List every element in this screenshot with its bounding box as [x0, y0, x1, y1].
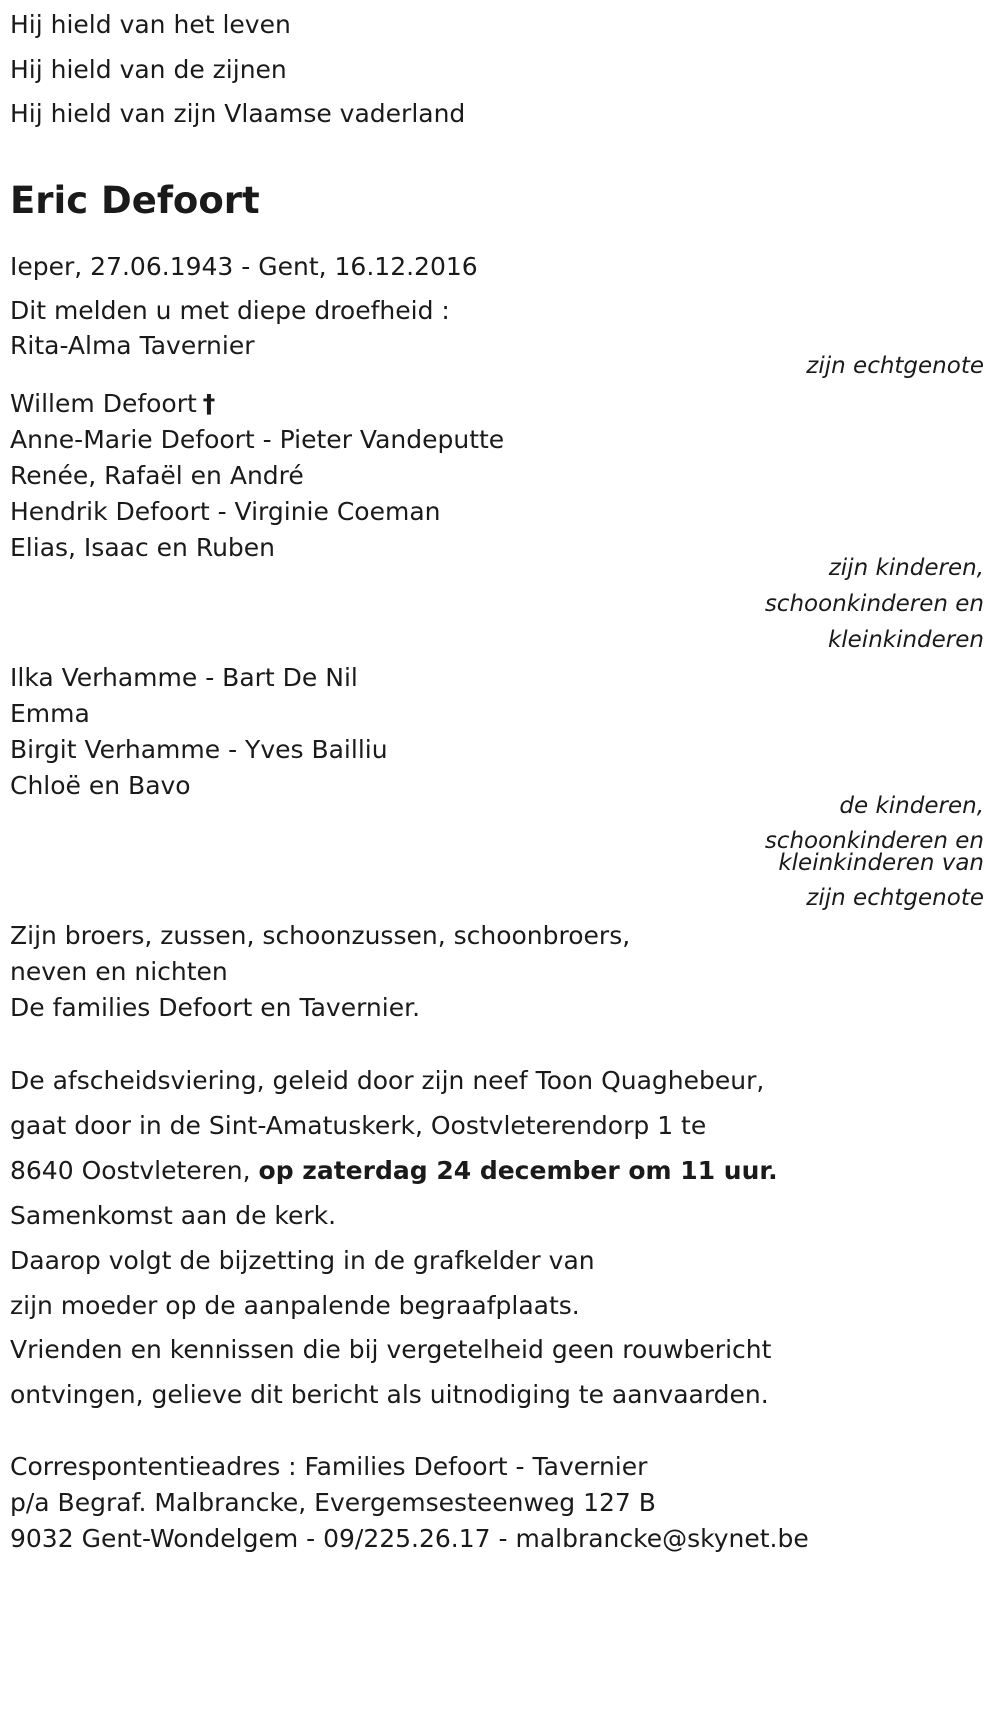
spouse-child-line: Ilka Verhamme - Bart De Nil [10, 663, 358, 692]
spouse-role: zijn echtgenote [806, 353, 984, 379]
relatives-line-2: neven en nichten [10, 957, 228, 986]
announcement: Dit melden u met diepe droefheid : [10, 296, 450, 325]
children-role-2: schoonkinderen en [764, 591, 984, 617]
correspondence-line-3: 9032 Gent-Wondelgem - 09/225.26.17 - malbrancke@skynet.be [10, 1524, 809, 1553]
ceremony-line-7: Vrienden en kennissen die bij vergetelheid geen rouwbericht [10, 1335, 772, 1364]
spouse-child-line: Birgit Verhamme - Yves Bailliu [10, 735, 388, 764]
ceremony-line-1: De afscheidsviering, geleid door zijn neef Toon Quaghebeur, [10, 1066, 765, 1095]
spouse-children-role-4: zijn echtgenote [806, 885, 984, 911]
ceremony-location: 8640 Oostvleteren, [10, 1156, 259, 1185]
child-line: Hendrik Defoort - Virginie Coeman [10, 497, 441, 526]
ceremony-line-8: ontvingen, gelieve dit bericht als uitnodiging te aanvaarden. [10, 1380, 769, 1409]
correspondence-line-2: p/a Begraf. Malbrancke, Evergemsesteenweg 127 B [10, 1488, 656, 1517]
correspondence-line-1: Correspontentieadres : Families Defoort - Tavernier [10, 1452, 648, 1481]
ceremony-line-2: gaat door in de Sint-Amatuskerk, Oostvleterendorp 1 te [10, 1111, 707, 1140]
children-role-1: zijn kinderen, [828, 555, 984, 581]
spouse-children-role-1: de kinderen, [839, 793, 984, 819]
child-line: Anne-Marie Defoort - Pieter Vandeputte [10, 425, 505, 454]
spouse-child-line: Emma [10, 699, 90, 728]
ceremony-line-3 [10, 1158, 778, 1183]
dates: Ieper, 27.06.1943 - Gent, 16.12.2016 [10, 252, 478, 281]
child-willem [10, 391, 215, 416]
ceremony-datetime: op zaterdag 24 december om 11 uur. [258, 1156, 778, 1185]
ceremony-line-5: Daarop volgt de bijzetting in de grafkelder van [10, 1246, 595, 1275]
cross-icon: † [202, 389, 216, 418]
spouse-children-role-3: kleinkinderen van [778, 850, 984, 876]
motto-line-1: Hij hield van het leven [10, 10, 291, 39]
children-role-3: kleinkinderen [827, 627, 984, 653]
spouse-child-line: Chloë en Bavo [10, 771, 191, 800]
spouse-children-role-2: schoonkinderen en [764, 828, 984, 854]
relatives-line-1: Zijn broers, zussen, schoonzussen, schoonbroers, [10, 921, 631, 950]
relatives-line-3: De families Defoort en Tavernier. [10, 993, 421, 1022]
child-line: Elias, Isaac en Ruben [10, 533, 276, 562]
child-name: Willem Defoort [10, 389, 197, 418]
deceased-name: Eric Defoort [10, 179, 260, 222]
ceremony-line-4: Samenkomst aan de kerk. [10, 1201, 337, 1230]
spouse-name: Rita-Alma Tavernier [10, 331, 255, 360]
ceremony-line-6: zijn moeder op de aanpalende begraafplaats. [10, 1291, 580, 1320]
motto-line-2: Hij hield van de zijnen [10, 55, 287, 84]
child-line: Renée, Rafaël en André [10, 461, 304, 490]
motto-line-3: Hij hield van zijn Vlaamse vaderland [10, 99, 466, 128]
